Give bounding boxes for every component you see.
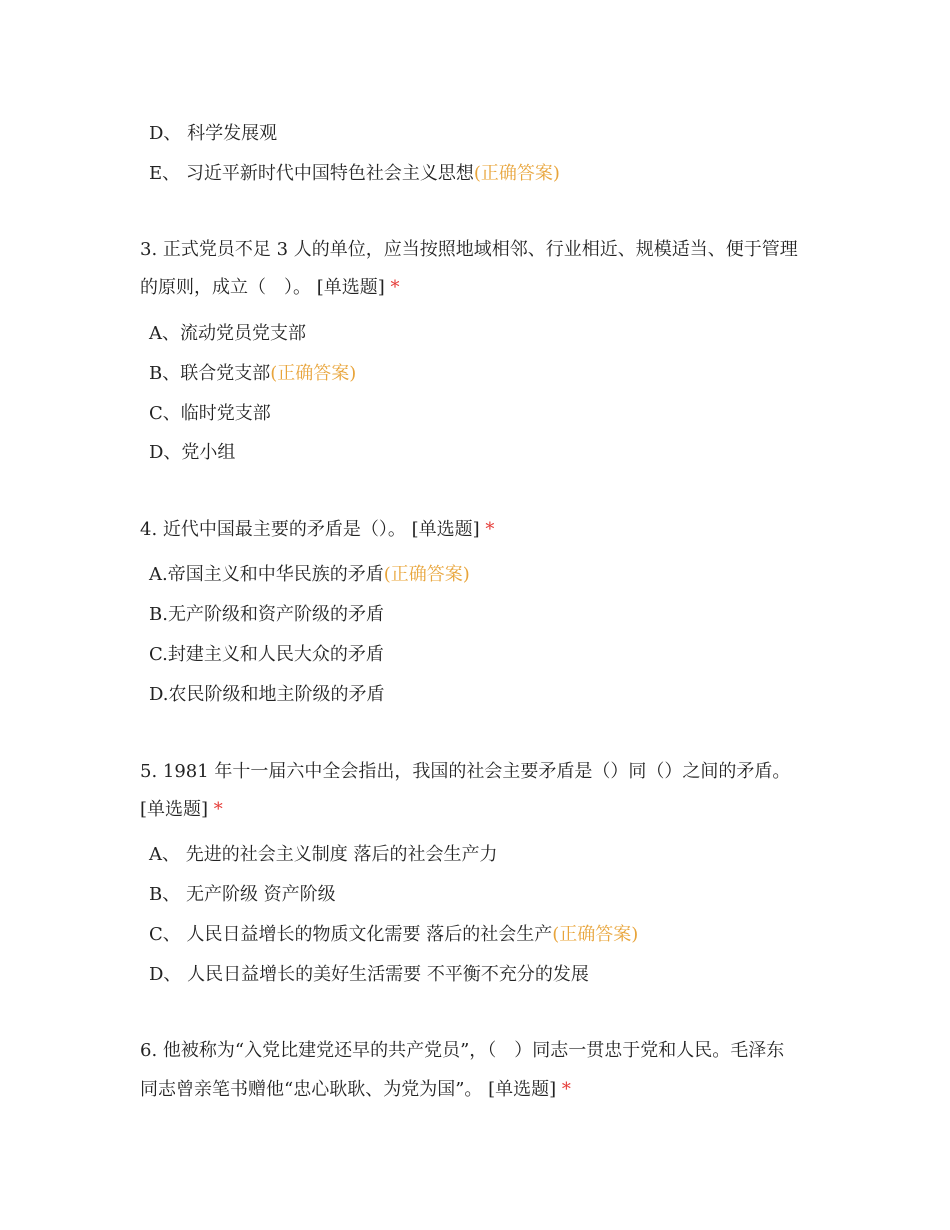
q4-option-d <box>149 683 385 707</box>
option-text: A.帝国主义和中华民族的矛盾 <box>149 564 384 585</box>
question-type-tag: [单选题] <box>140 799 209 820</box>
q2-option-e <box>149 162 560 186</box>
required-mark: * <box>390 277 400 298</box>
option-text: A、流动党员党支部 <box>149 323 306 344</box>
correct-answer-tag: (正确答案) <box>270 363 357 384</box>
q5-text-line1: 5. 1981 年十一届六中全会指出，我国的社会主要矛盾是（）同（）之间的矛盾。 <box>140 761 791 782</box>
required-mark: * <box>561 1079 571 1100</box>
option-text: D、 人民日益增长的美好生活需要 不平衡不充分的发展 <box>149 964 589 985</box>
question-text: 的原则，成立（ ）。 <box>140 277 311 298</box>
option-text: B、 无产阶级 资产阶级 <box>149 884 336 905</box>
q4-text-line1 <box>140 518 494 542</box>
q3-option-b <box>149 362 356 386</box>
q6-text-line2 <box>140 1078 571 1102</box>
question-text: 4. 近代中国最主要的矛盾是（）。 <box>140 519 406 540</box>
question-type-tag: [单选题] <box>316 277 385 298</box>
q4-option-c <box>149 643 384 667</box>
option-text: C、临时党支部 <box>149 403 271 424</box>
q2-option-d <box>149 122 277 146</box>
option-text: B.无产阶级和资产阶级的矛盾 <box>149 604 384 625</box>
required-mark: * <box>485 519 495 540</box>
q3-option-a <box>149 322 306 346</box>
q5-option-a <box>149 843 497 867</box>
q3-option-d <box>149 441 235 465</box>
option-text: E、 习近平新时代中国特色社会主义思想 <box>149 163 474 184</box>
required-mark: * <box>213 799 223 820</box>
q5-text-line2 <box>140 798 223 822</box>
q4-option-b <box>149 603 384 627</box>
q4-option-a <box>149 563 470 587</box>
q3-option-c <box>149 402 271 426</box>
q3-text-line2 <box>140 276 400 300</box>
correct-answer-tag: (正确答案) <box>552 924 639 945</box>
option-text: C、 人民日益增长的物质文化需要 落后的社会生产 <box>149 924 553 945</box>
correct-answer-tag: (正确答案) <box>383 564 470 585</box>
option-text: D、 科学发展观 <box>149 123 278 144</box>
option-text: D、党小组 <box>149 442 236 463</box>
option-text: C.封建主义和人民大众的矛盾 <box>149 644 384 665</box>
option-text: D.农民阶级和地主阶级的矛盾 <box>149 684 385 705</box>
option-text: A、 先进的社会主义制度 落后的社会生产力 <box>149 844 498 865</box>
question-text: 同志曾亲笔书赠他“忠心耿耿、为党为国”。 <box>140 1079 483 1100</box>
correct-answer-tag: (正确答案) <box>473 163 560 184</box>
q5-option-d <box>149 963 589 987</box>
q5-option-b <box>149 883 336 907</box>
question-type-tag: [单选题] <box>488 1079 557 1100</box>
option-text: B、联合党支部 <box>149 363 271 384</box>
q3-text-line1: 3. 正式党员不足 3 人的单位，应当按照地域相邻、行业相近、规模适当、便于管理 <box>140 239 798 260</box>
q6-text-line1: 6. 他被称为“入党比建党还早的共产党员”，（ ）同志一贯忠于党和人民。毛泽东 <box>140 1040 785 1061</box>
question-type-tag: [单选题] <box>411 519 480 540</box>
q5-option-c <box>149 923 638 947</box>
